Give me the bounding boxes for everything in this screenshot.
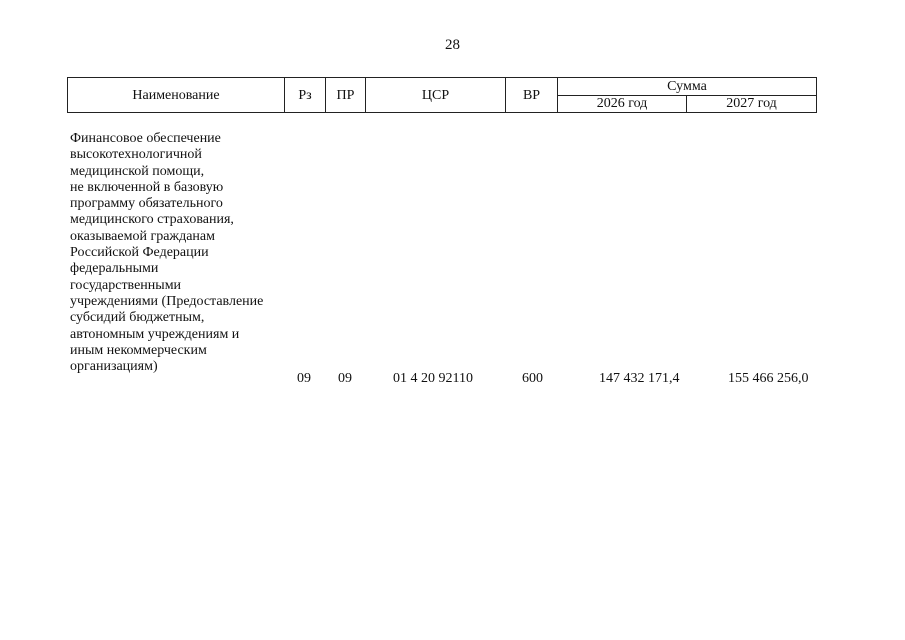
column-header-name: Наименование (68, 78, 285, 113)
column-header-csr: ЦСР (366, 78, 506, 113)
row-sum-2027: 155 466 256,0 (728, 371, 809, 386)
row-name: Финансовое обеспечение высокотехнологичной медицинской помощи, не включенной в базовую программу обязательного медицинского страхования, оказываемой гражданам Российской Федерации федеральными государственными учреждениями (Предоставление субсидий бюджетным, автономным учреждениям и иным некоммерческим организациям) (70, 131, 264, 375)
row-rz: 09 (297, 371, 311, 386)
column-header-rz: Рз (285, 78, 326, 113)
column-header-2026: 2026 год (558, 95, 687, 113)
page-number: 28 (445, 37, 460, 53)
table-header (67, 77, 817, 113)
column-header-sum: Сумма (558, 78, 817, 96)
row-vr: 600 (522, 371, 543, 386)
column-header-vr: ВР (506, 78, 558, 113)
row-csr: 01 4 20 92110 (393, 371, 473, 386)
column-header-2027: 2027 год (687, 95, 817, 113)
row-pr: 09 (338, 371, 352, 386)
column-header-pr: ПР (326, 78, 366, 113)
row-sum-2026: 147 432 171,4 (599, 371, 680, 386)
